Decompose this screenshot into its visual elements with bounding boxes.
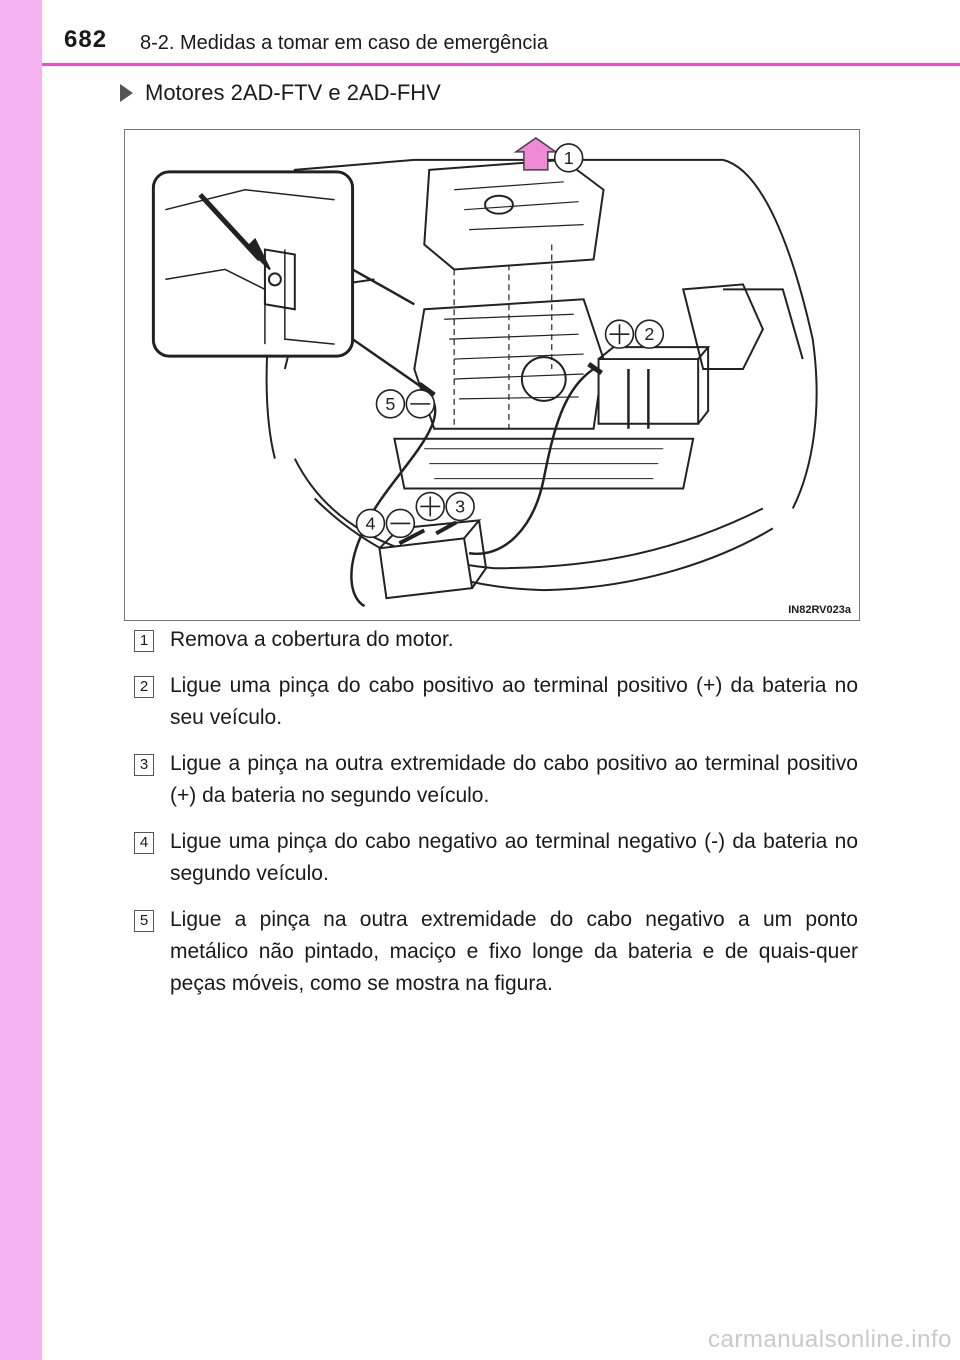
step-text: Ligue a pinça na outra extremidade do cabo positivo ao terminal positivo (+) da bateria no segundo veículo. <box>170 752 858 807</box>
step-item <box>130 826 858 890</box>
step-text: Ligue uma pinça do cabo negativo ao terminal negativo (-) da bateria no segundo veículo. <box>170 830 858 885</box>
figure-code: IN82RV023a <box>788 604 851 616</box>
watermark: carmanualsonline.info <box>708 1326 952 1353</box>
section-title: 8-2. Medidas a tomar em caso de emergência <box>140 32 548 54</box>
callout-label-5: 5 <box>385 393 396 414</box>
inset-leader-lines <box>353 269 425 389</box>
chapter-tab-sidebar <box>0 0 42 1360</box>
step-text: Ligue a pinça na outra extremidade do cabo negativo a um ponto metálico não pintado, maciço e fixo longe da bateria e de quais-quer peças móveis, como se mostra na figura. <box>170 908 858 995</box>
second-battery <box>379 538 472 598</box>
callout-label-2: 2 <box>644 324 655 345</box>
subheading <box>120 80 441 106</box>
engine-cap <box>522 357 566 401</box>
step-item <box>130 624 858 656</box>
step-item <box>130 670 858 734</box>
callout-label-3: 3 <box>455 496 466 517</box>
header-rule <box>42 63 960 66</box>
detail-inset <box>153 172 352 356</box>
step-number: 4 <box>134 832 154 854</box>
subheading-text: Motores 2AD-FTV e 2AD-FHV <box>145 80 441 105</box>
engine-illustration <box>124 129 860 621</box>
callout-label-1: 1 <box>563 147 574 168</box>
step-number: 1 <box>134 630 154 652</box>
engine-cover <box>424 160 603 270</box>
step-text: Remova a cobertura do motor. <box>170 628 454 651</box>
callout-2-plus <box>606 320 664 348</box>
callout-label-4: 4 <box>365 513 376 534</box>
step-item <box>130 748 858 812</box>
step-item <box>130 904 858 1000</box>
instruction-steps <box>130 624 858 1014</box>
step-text: Ligue uma pinça do cabo positivo ao terminal positivo (+) da bateria no seu veículo. <box>170 674 858 729</box>
engine-details <box>444 314 583 399</box>
engine-diagram <box>125 130 859 620</box>
air-filter-box <box>683 284 763 369</box>
step-number: 2 <box>134 676 154 698</box>
step-number: 3 <box>134 754 154 776</box>
page-number: 682 <box>64 26 108 53</box>
triangle-bullet-icon <box>120 84 133 102</box>
step-number: 5 <box>134 910 154 932</box>
